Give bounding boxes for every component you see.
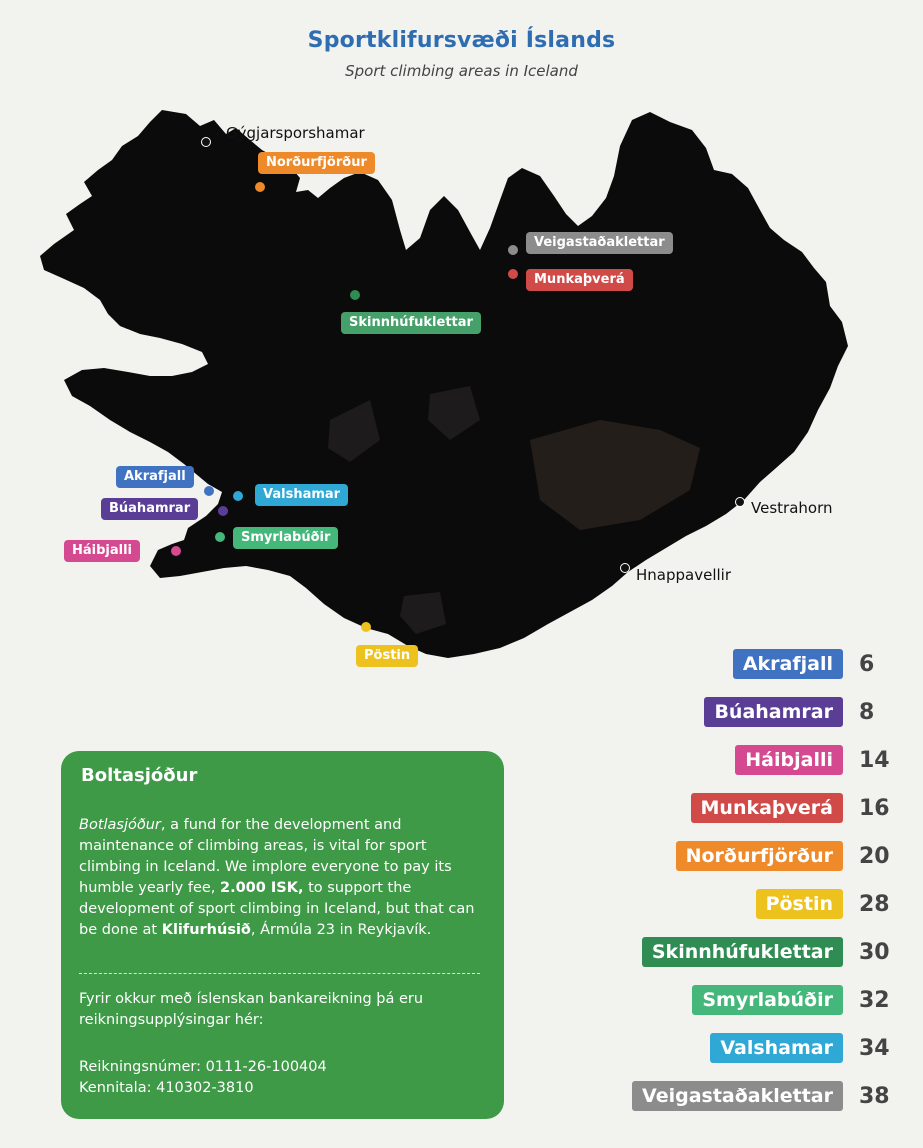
haibjalli-dot: [171, 546, 181, 556]
munkathvera-tag: Munkaþverá: [526, 269, 633, 291]
fund-fee: 2.000 ISK,: [220, 880, 304, 896]
legend-number: 14: [859, 747, 890, 773]
buahamrar-tag: Búahamrar: [101, 498, 198, 520]
legend-name: Búahamrar: [704, 697, 843, 727]
fund-title: Boltasjóður: [81, 765, 198, 786]
legend-name: Norðurfjörður: [676, 841, 843, 871]
haibjalli-tag: Háibjalli: [64, 540, 140, 562]
fund-place: Klifurhúsið: [161, 922, 251, 938]
smyrlabudir-tag: Smyrlabúðir: [233, 527, 338, 549]
legend-number: 38: [859, 1083, 890, 1109]
legend-number: 8: [859, 699, 875, 725]
bank-details: [79, 1057, 489, 1099]
hnappavellir-label: Hnappavellir: [636, 566, 731, 584]
gygjarsporshamar-marker: [201, 137, 211, 147]
legend-number: 28: [859, 891, 890, 917]
legend-row: [710, 1032, 890, 1064]
legend-row: [756, 888, 890, 920]
legend-number: 20: [859, 843, 890, 869]
legend-row: [733, 648, 875, 680]
fund-description: [79, 815, 489, 941]
valshamar-dot: [233, 491, 243, 501]
kennitala: Kennitala: 410302-3810: [79, 1080, 254, 1096]
skinnhufuklettar-dot: [350, 290, 360, 300]
legend-number: 32: [859, 987, 890, 1013]
nordurfjordur-dot: [255, 182, 265, 192]
legend-name: Munkaþverá: [691, 793, 843, 823]
page-subtitle: Sport climbing areas in Iceland: [345, 62, 578, 80]
legend-number: 6: [859, 651, 875, 677]
vestrahorn-marker: [735, 497, 745, 507]
legend-row: [632, 1080, 890, 1112]
legend-name: Skinnhúfuklettar: [642, 937, 843, 967]
fund-text: to support the development of sport climbing in Iceland, but that can be done at: [79, 880, 475, 938]
fund-text: , Ármúla 23 in Reykjavík.: [250, 922, 432, 938]
buahamrar-dot: [218, 506, 228, 516]
veigastadaklettar-tag: Veigastaðaklettar: [526, 232, 673, 254]
hnappavellir-marker: [620, 563, 630, 573]
nordurfjordur-tag: Norðurfjörður: [258, 152, 375, 174]
legend-number: 34: [859, 1035, 890, 1061]
postin-tag: Pöstin: [356, 645, 418, 667]
legend-number: 16: [859, 795, 890, 821]
legend-row: [704, 696, 875, 728]
fund-info-box: [61, 751, 504, 1119]
legend-number: 30: [859, 939, 890, 965]
fund-text: , a fund for the development and maintenance of climbing areas, is vital for sport climbing in Iceland. We implore everyone to pay its humble yearly fee,: [79, 817, 452, 896]
legend-name: Akrafjall: [733, 649, 843, 679]
legend-row: [642, 936, 890, 968]
legend-name: Háibjalli: [735, 745, 843, 775]
fund-name: Botlasjóður: [79, 817, 161, 833]
legend-name: Smyrlabúðir: [692, 985, 843, 1015]
legend-name: Valshamar: [710, 1033, 843, 1063]
munkathvera-dot: [508, 269, 518, 279]
vestrahorn-label: Vestrahorn: [751, 499, 833, 517]
page-title: Sportklifursvæði Íslands: [307, 28, 616, 53]
bank-intro: Fyrir okkur með íslenskan bankareikning þá eru reikningsupplýsingar hér:: [79, 991, 424, 1028]
legend-name: Veigastaðaklettar: [632, 1081, 843, 1111]
akrafjall-dot: [204, 486, 214, 496]
dashed-divider: [79, 973, 480, 974]
legend-row: [676, 840, 890, 872]
gygjarsporshamar-label: Gýgjarsporshamar: [226, 124, 365, 142]
akrafjall-tag: Akrafjall: [116, 466, 194, 488]
legend-name: Pöstin: [756, 889, 843, 919]
legend-row: [692, 984, 890, 1016]
account-number: Reikningsnúmer: 0111-26-100404: [79, 1059, 327, 1075]
veigastadaklettar-dot: [508, 245, 518, 255]
legend-row: [691, 792, 890, 824]
skinnhufuklettar-tag: Skinnhúfuklettar: [341, 312, 481, 334]
legend-row: [735, 744, 890, 776]
valshamar-tag: Valshamar: [255, 484, 348, 506]
postin-dot: [361, 622, 371, 632]
smyrlabudir-dot: [215, 532, 225, 542]
